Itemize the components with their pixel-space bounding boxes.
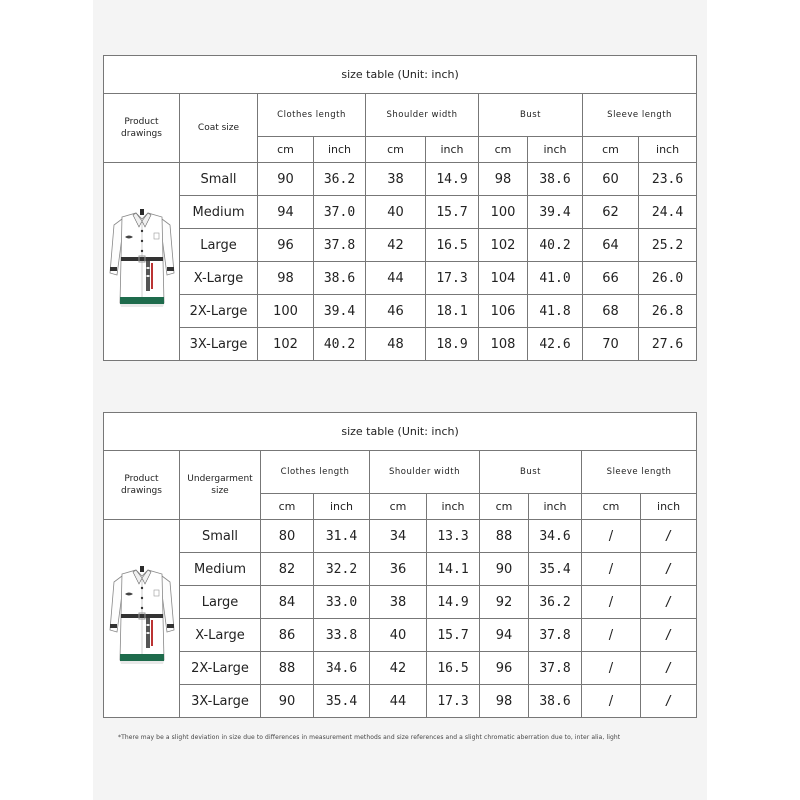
measurement-cell: 64: [583, 229, 639, 262]
measurement-cell: 70: [583, 328, 639, 361]
measurement-cell: 18.9: [426, 328, 479, 361]
table-row: [104, 619, 697, 652]
measurement-cell: 33.0: [314, 586, 370, 619]
measurement-cell: 68: [583, 295, 639, 328]
unit-header: inch: [427, 494, 480, 520]
measurement-cell: 14.1: [427, 553, 480, 586]
product-drawing-cell: [104, 163, 180, 361]
measurement-cell: 82: [261, 553, 314, 586]
measurement-cell: 62: [583, 196, 639, 229]
unit-header: cm: [258, 137, 314, 163]
measurement-cell: 23.6: [639, 163, 697, 196]
header-size: Undergarment size: [180, 451, 261, 520]
measurement-cell: 100: [479, 196, 528, 229]
measurement-cell: 44: [370, 685, 427, 718]
measurement-cell: 13.3: [427, 520, 480, 553]
measurement-cell: /: [641, 619, 697, 652]
measurement-cell: 34.6: [314, 652, 370, 685]
unit-header: inch: [528, 137, 583, 163]
measurement-cell: 42: [370, 652, 427, 685]
measurement-cell: 104: [479, 262, 528, 295]
measurement-cell: 40: [366, 196, 426, 229]
header-sleeve-length: Sleeve length: [582, 451, 697, 494]
measurement-cell: /: [582, 619, 641, 652]
measurement-cell: 48: [366, 328, 426, 361]
measurement-cell: 90: [258, 163, 314, 196]
measurement-cell: 38: [366, 163, 426, 196]
measurement-cell: 60: [583, 163, 639, 196]
measurement-cell: 37.0: [314, 196, 366, 229]
unit-header: cm: [479, 137, 528, 163]
size-label: X-Large: [180, 619, 261, 652]
measurement-cell: 100: [258, 295, 314, 328]
unit-header: inch: [639, 137, 697, 163]
measurement-cell: 26.8: [639, 295, 697, 328]
measurement-cell: 41.0: [528, 262, 583, 295]
measurement-cell: 34.6: [529, 520, 582, 553]
measurement-cell: 42: [366, 229, 426, 262]
table-title: size table (Unit: inch): [104, 413, 697, 451]
header-clothes-length: Clothes length: [258, 94, 366, 137]
measurement-cell: 14.9: [427, 586, 480, 619]
measurement-cell: /: [582, 553, 641, 586]
measurement-cell: /: [641, 520, 697, 553]
table-row: [104, 685, 697, 718]
size-label: Large: [180, 229, 258, 262]
measurement-cell: 16.5: [426, 229, 479, 262]
header-shoulder-width: Shoulder width: [370, 451, 480, 494]
measurement-cell: 96: [480, 652, 529, 685]
measurement-cell: 98: [480, 685, 529, 718]
size-label: X-Large: [180, 262, 258, 295]
table-row: [104, 163, 697, 196]
measurement-cell: 98: [258, 262, 314, 295]
measurement-cell: 88: [480, 520, 529, 553]
header-clothes-length: Clothes length: [261, 451, 370, 494]
measurement-cell: 36: [370, 553, 427, 586]
unit-header: inch: [314, 494, 370, 520]
measurement-cell: 36.2: [529, 586, 582, 619]
undergarment-size-table: [103, 412, 697, 718]
header-size: Coat size: [180, 94, 258, 163]
table-row: [104, 262, 697, 295]
unit-header: inch: [641, 494, 697, 520]
measurement-cell: 16.5: [427, 652, 480, 685]
table-row: [104, 553, 697, 586]
header-product-drawings: Product drawings: [104, 451, 180, 520]
header-bust: Bust: [480, 451, 582, 494]
header-bust: Bust: [479, 94, 583, 137]
measurement-cell: 80: [261, 520, 314, 553]
size-label: 2X-Large: [180, 295, 258, 328]
measurement-cell: 40.2: [314, 328, 366, 361]
measurement-cell: 27.6: [639, 328, 697, 361]
size-label: Small: [180, 163, 258, 196]
measurement-cell: 84: [261, 586, 314, 619]
measurement-cell: 86: [261, 619, 314, 652]
measurement-cell: 39.4: [528, 196, 583, 229]
measurement-cell: 35.4: [529, 553, 582, 586]
table-row: [104, 520, 697, 553]
size-label: 2X-Large: [180, 652, 261, 685]
measurement-cell: 106: [479, 295, 528, 328]
measurement-cell: 102: [479, 229, 528, 262]
measurement-cell: 35.4: [314, 685, 370, 718]
measurement-cell: 36.2: [314, 163, 366, 196]
measurement-cell: 42.6: [528, 328, 583, 361]
measurement-cell: 90: [480, 553, 529, 586]
size-label: Small: [180, 520, 261, 553]
measurement-cell: 17.3: [427, 685, 480, 718]
measurement-cell: /: [641, 586, 697, 619]
measurement-cell: 44: [366, 262, 426, 295]
measurement-cell: 38.6: [529, 685, 582, 718]
unit-header: cm: [583, 137, 639, 163]
measurement-cell: 14.9: [426, 163, 479, 196]
measurement-cell: 40.2: [528, 229, 583, 262]
measurement-cell: 38.6: [314, 262, 366, 295]
measurement-cell: 33.8: [314, 619, 370, 652]
coat-illustration-icon: [108, 564, 176, 674]
measurement-cell: 18.1: [426, 295, 479, 328]
table-row: [104, 652, 697, 685]
measurement-cell: /: [641, 553, 697, 586]
measurement-cell: 39.4: [314, 295, 366, 328]
unit-header: cm: [582, 494, 641, 520]
unit-header: cm: [366, 137, 426, 163]
measurement-cell: 38: [370, 586, 427, 619]
measurement-cell: 40: [370, 619, 427, 652]
size-label: Large: [180, 586, 261, 619]
footnote: *There may be a slight deviation in size due to differences in measurement methods and size references and a slight chromatic aberration due to, inter alia, light: [118, 734, 621, 741]
unit-header: cm: [261, 494, 314, 520]
measurement-cell: /: [641, 652, 697, 685]
unit-header: inch: [426, 137, 479, 163]
measurement-cell: 90: [261, 685, 314, 718]
measurement-cell: 66: [583, 262, 639, 295]
measurement-cell: 96: [258, 229, 314, 262]
measurement-cell: 41.8: [528, 295, 583, 328]
measurement-cell: 24.4: [639, 196, 697, 229]
measurement-cell: 98: [479, 163, 528, 196]
measurement-cell: 15.7: [427, 619, 480, 652]
measurement-cell: 94: [480, 619, 529, 652]
measurement-cell: 37.8: [529, 619, 582, 652]
size-label: 3X-Large: [180, 328, 258, 361]
header-product-drawings: Product drawings: [104, 94, 180, 163]
measurement-cell: /: [641, 685, 697, 718]
header-sleeve-length: Sleeve length: [583, 94, 697, 137]
table-row: [104, 295, 697, 328]
measurement-cell: 37.8: [314, 229, 366, 262]
size-label: Medium: [180, 553, 261, 586]
measurement-cell: 108: [479, 328, 528, 361]
measurement-cell: 15.7: [426, 196, 479, 229]
measurement-cell: /: [582, 520, 641, 553]
product-drawing-cell: [104, 520, 180, 718]
table-title: size table (Unit: inch): [104, 56, 697, 94]
measurement-cell: 32.2: [314, 553, 370, 586]
measurement-cell: 25.2: [639, 229, 697, 262]
measurement-cell: /: [582, 685, 641, 718]
header-shoulder-width: Shoulder width: [366, 94, 479, 137]
measurement-cell: 17.3: [426, 262, 479, 295]
unit-header: inch: [314, 137, 366, 163]
unit-header: cm: [480, 494, 529, 520]
table-row: [104, 229, 697, 262]
measurement-cell: 31.4: [314, 520, 370, 553]
size-label: Medium: [180, 196, 258, 229]
measurement-cell: 92: [480, 586, 529, 619]
measurement-cell: /: [582, 652, 641, 685]
measurement-cell: 102: [258, 328, 314, 361]
coat-illustration-icon: [108, 207, 176, 317]
measurement-cell: 26.0: [639, 262, 697, 295]
table-row: [104, 328, 697, 361]
measurement-cell: 34: [370, 520, 427, 553]
measurement-cell: 88: [261, 652, 314, 685]
measurement-cell: /: [582, 586, 641, 619]
table-row: [104, 586, 697, 619]
coat-size-table: [103, 55, 697, 361]
measurement-cell: 94: [258, 196, 314, 229]
size-label: 3X-Large: [180, 685, 261, 718]
unit-header: inch: [529, 494, 582, 520]
measurement-cell: 37.8: [529, 652, 582, 685]
measurement-cell: 46: [366, 295, 426, 328]
measurement-cell: 38.6: [528, 163, 583, 196]
table-row: [104, 196, 697, 229]
unit-header: cm: [370, 494, 427, 520]
